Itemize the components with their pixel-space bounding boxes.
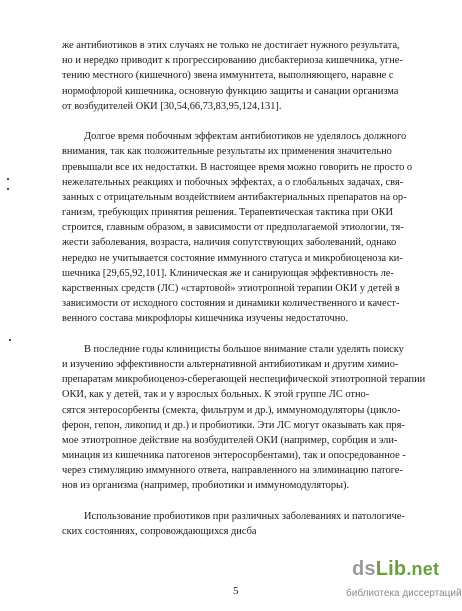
watermark-logo-ds: ds [352,558,376,580]
page-number: 5 [233,585,239,597]
text-line: занных с отрицательным воздействием антибактериальных препаратов на ор- [62,191,407,203]
text-line: венного состава микрофлоры кишечника изучены недостаточно. [62,313,349,325]
text-line: и изучению эффективности альтернативной антибиотикам и другим химио- [62,358,399,370]
watermark-logo [352,558,439,581]
text-line: нежелательных реакциях и побочных эффектах, а о глобальных задачах, свя- [62,176,404,188]
text-line: зависимости от исходного состояния и динамики количественного и качест- [62,298,400,310]
text-line: от возбудителей ОКИ [30,54,66,73,83,95,124,131]. [62,100,282,112]
text-line: ганизм, требующих принятия решения. Терапевтическая тактика при ОКИ [62,207,394,219]
text-line: тению местного (кишечного) звена иммунитета, выполняющего, наравне с [62,70,394,82]
document-body [62,38,426,539]
scan-speck [7,178,9,180]
text-line: В последние годы клиницисты большое внимание стали уделять поиску [84,343,404,355]
watermark-logo-net: .net [406,559,440,579]
watermark-logo-lib: Lib [375,558,407,580]
text-line: карственных средств (ЛС) «стартовой» этиотропной терапии ОКИ у детей в [62,283,400,294]
text-line: Использование пробиотиков при различных заболеваниях и патологиче- [84,510,405,522]
text-line: через стимуляцию иммунного ответа, направленного на элиминацию патоге- [62,465,403,477]
text-line: сятся энтеросорбенты (смекта, фильтрум и др.), иммуномодуляторы (цикло- [62,404,401,416]
text-line: минация из кишечника патогенов энтеросорбентами), так и опосредованное - [62,450,406,462]
text-line: шечника [29,65,92,101]. Клиническая же и санирующая эффективность ле- [62,267,394,279]
text-line: препаратам микробиоценоз-сберегающей неспецифической этиотропной терапии [62,374,426,386]
text-line: жести заболевания, возраста, наличия сопутствующих заболеваний, однако [62,237,397,249]
text-line: ферон, гепон, ликопид и др.) и пробиотики. Эти ЛС могут оказывать как пря- [62,419,405,431]
text-line: нормофлорой кишечника, основную функцию защиты и санации организма [62,85,399,97]
text-line: ских состояниях, сопровождающихся дисба [62,526,257,537]
text-line: превышали все их недостатки. В настоящее время можно говорить не просто о [62,161,413,173]
scan-speck [7,188,9,190]
watermark [346,558,462,608]
text-line: нередко не учитывается состояние иммунного статуса и микробиоценоза ки- [62,252,403,264]
text-line: внимания, так как положительные результаты их применения значительно [62,146,392,158]
scan-speck [9,339,11,341]
text-line: строится, главным образом, в зависимости от предполагаемой этиологии, тя- [62,222,404,234]
text-line: но и нередко приводит к прогрессированию дисбактериоза кишечника, угне- [62,55,403,67]
text-line: нов из организма (например, пробиотики и иммуномодуляторы). [62,480,350,492]
text-line: ОКИ, как у детей, так и у взрослых больных. К этой группе ЛС отно- [62,389,370,401]
text-line: Долгое время побочным эффектам антибиотиков не уделялось должного [84,131,407,143]
watermark-subtitle: библиотека диссертаций [346,588,462,599]
text-line: мое этиотропное действие на возбудителей ОКИ (например, сорбция и эли- [62,434,398,446]
text-line: же антибиотиков в этих случаях не только не достигает нужного результата, [62,40,400,51]
